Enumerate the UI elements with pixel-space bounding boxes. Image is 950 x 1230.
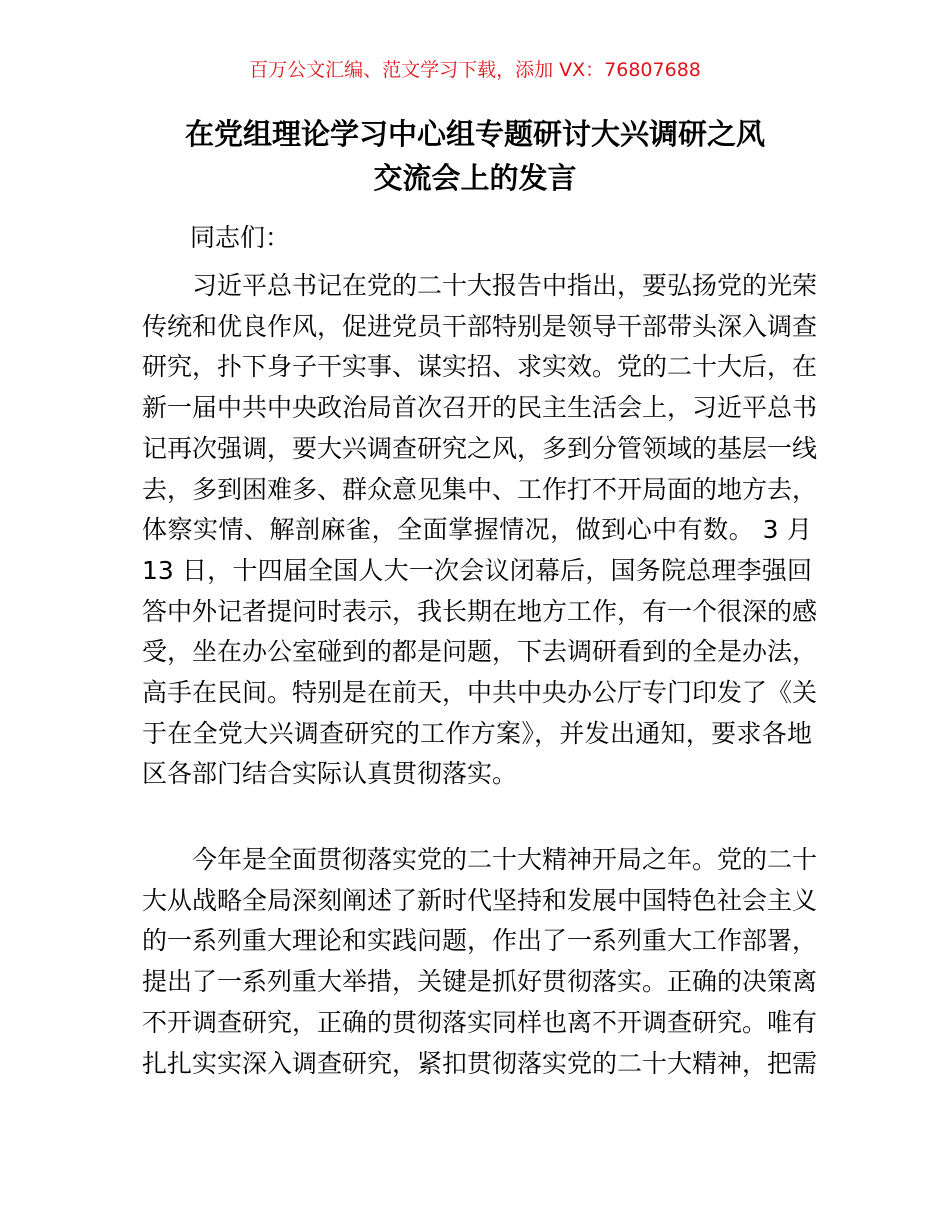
paragraph-line: 区各部门结合实际认真贯彻落实。 (142, 759, 518, 789)
paragraph-line: 于在全党大兴调查研究的工作方案》，并发出通知，要求各地 (142, 718, 812, 748)
header-banner: 百万公文汇编、范文学习下载，添加 VX：76807688 (249, 59, 701, 81)
paragraph-line: 不开调查研究，正确的贯彻落实同样也离不开调查研究。唯有 (142, 1007, 818, 1037)
paragraph-line: 高手在民间。特别是在前天，中共中央办公厅专门印发了《关 (142, 678, 818, 708)
paragraph-line: 答中外记者提问时表示，我长期在地方工作，有一个很深的感 (142, 596, 818, 626)
title-line-1: 在党组理论学习中心组专题研讨大兴调研之风 (184, 117, 765, 151)
salutation: 同志们： (190, 223, 291, 252)
paragraph-line: 新一届中共中央政治局首次召开的民主生活会上，习近平总书 (142, 393, 818, 423)
paragraph-line: 的一系列重大理论和实践问题，作出了一系列重大工作部署， (142, 926, 818, 956)
paragraph-line: 提出了一系列重大举措，关键是抓好贯彻落实。正确的决策离 (142, 967, 818, 997)
paragraph-line: 传统和优良作风，促进党员干部特别是领导干部带头深入调查 (142, 311, 818, 341)
paragraph-1 (142, 266, 818, 795)
paragraph-line: 体察实情、解剖麻雀，全面掌握情况，做到心中有数。 3 月 (142, 515, 812, 545)
paragraph-line: 去，多到困难多、群众意见集中、工作打不开局面的地方去， (142, 474, 818, 504)
paragraph-line: 研究，扑下身子干实事、谋实招、求实效。党的二十大后，在 (142, 352, 818, 382)
document-title (120, 112, 830, 200)
title-line-2: 交流会上的发言 (373, 161, 577, 195)
paragraph-line: 受，坐在办公室碰到的都是问题，下去调研看到的全是办法， (142, 637, 818, 667)
paragraph-line: 扎扎实实深入调查研究，紧扣贯彻落实党的二十大精神，把需 (142, 1048, 818, 1078)
paragraph-line: 记再次强调，要大兴调查研究之风，多到分管领域的基层一线 (142, 433, 818, 463)
paragraph-line: 13 日，十四届全国人大一次会议闭幕后，国务院总理李强回 (142, 555, 812, 585)
paragraph-line: 今年是全面贯彻落实党的二十大精神开局之年。党的二十 (142, 845, 818, 874)
paragraph-line: 习近平总书记在党的二十大报告中指出，要弘扬党的光荣 (142, 271, 818, 300)
paragraph-line: 大从战略全局深刻阐述了新时代坚持和发展中国特色社会主义 (142, 885, 818, 915)
paragraph-2 (142, 840, 818, 1084)
